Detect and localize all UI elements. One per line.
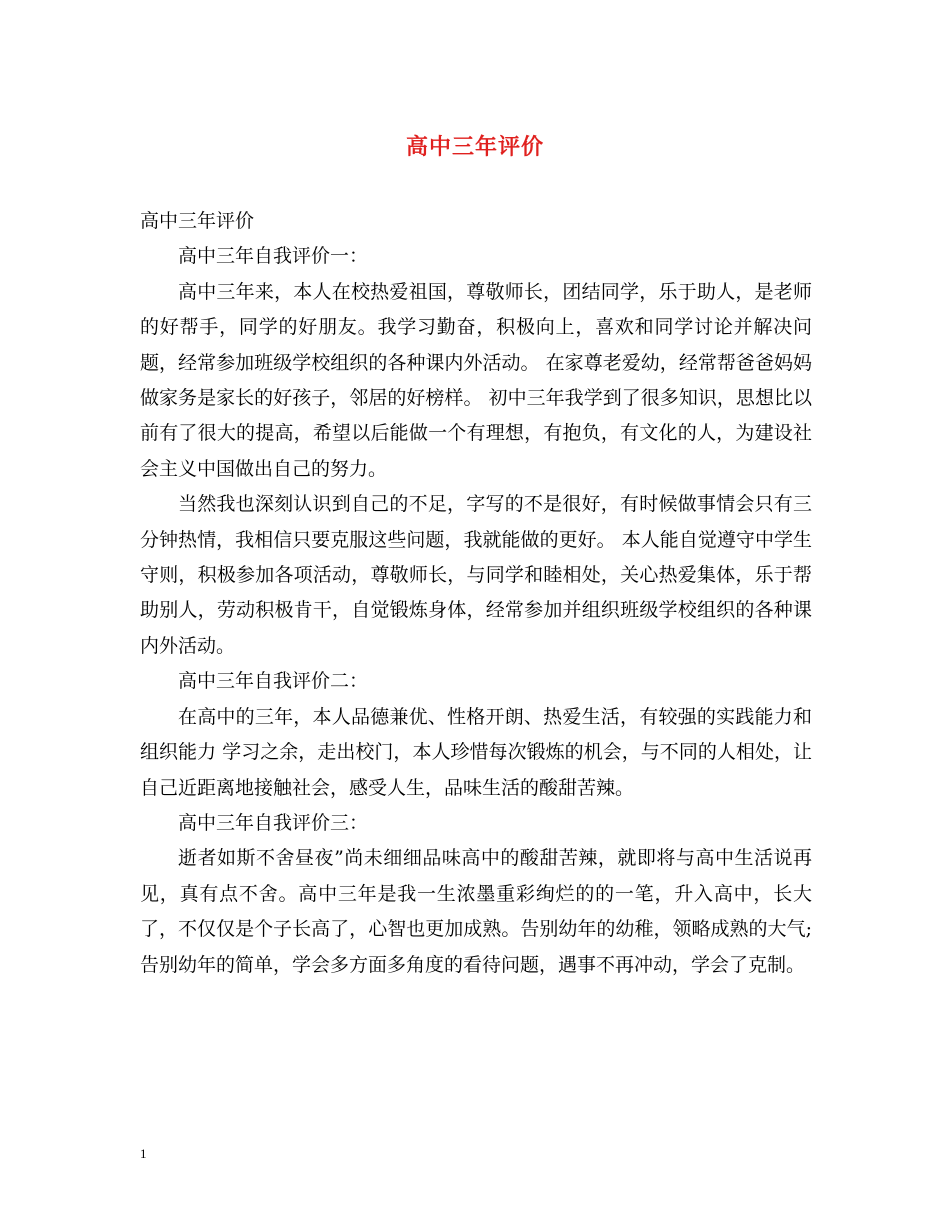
paragraph: 在高中的三年，本人品德兼优、性格开朗、热爱生活，有较强的实践能力和组织能力 学习之余，走出校门，本人珍惜每次锻炼的机会，与不同的人相处，让自己近距离地接触社会，感受人生，品味生活的酸甜苦辣。 xyxy=(140,705,812,799)
paragraph: 当然我也深刻认识到自己的不足，字写的不是很好，有时候做事情会只有三分钟热情，我相信只要克服这些问题，我就能做的更好。 本人能自觉遵守中学生守则，积极参加各项活动，尊敬师长，与同学和睦相处，关心热爱集体，乐于帮助别人，劳动积极肯干，自觉锻炼身体，经常参加并组织班级学校组织的各种课内外活动。 xyxy=(140,493,812,657)
document-title: 高中三年评价 xyxy=(405,134,544,160)
paragraph: 逝者如斯不舍昼夜”尚未细细品味高中的酸甜苦辣，就即将与高中生活说再见，真有点不舍。高中三年是我一生浓墨重彩绚烂的的一笔，升入高中，长大了，不仅仅是个子长高了，心智也更加成熟。告别幼年的幼稚，领略成熟的大气;告别幼年的简单，学会多方面多角度的看待问题，遇事不再冲动，学会了克制。 xyxy=(140,847,812,976)
page-number: 1 xyxy=(140,1146,147,1161)
paragraph-heading: 高中三年评价 xyxy=(140,210,255,232)
section-heading-3: 高中三年自我评价三： xyxy=(178,811,369,834)
paragraph: 高中三年来，本人在校热爱祖国，尊敬师长，团结同学，乐于助人，是老师的好帮手，同学的好朋友。我学习勤奋，积极向上，喜欢和同学讨论并解决问题，经常参加班级学校组织的各种课内外活动。 在家尊老爱幼，经常帮爸爸妈妈做家务是家长的好孩子，邻居的好榜样。 初中三年我学到了很多知识，思想比以前有了很大的提高，希望以后能做一个有理想，有抱负，有文化的人，为建设社会主义中国做出自己的努力。 xyxy=(140,280,812,480)
section-heading-2: 高中三年自我评价二： xyxy=(178,670,369,693)
document-body xyxy=(140,204,812,983)
section-heading-1: 高中三年自我评价一： xyxy=(178,245,369,268)
